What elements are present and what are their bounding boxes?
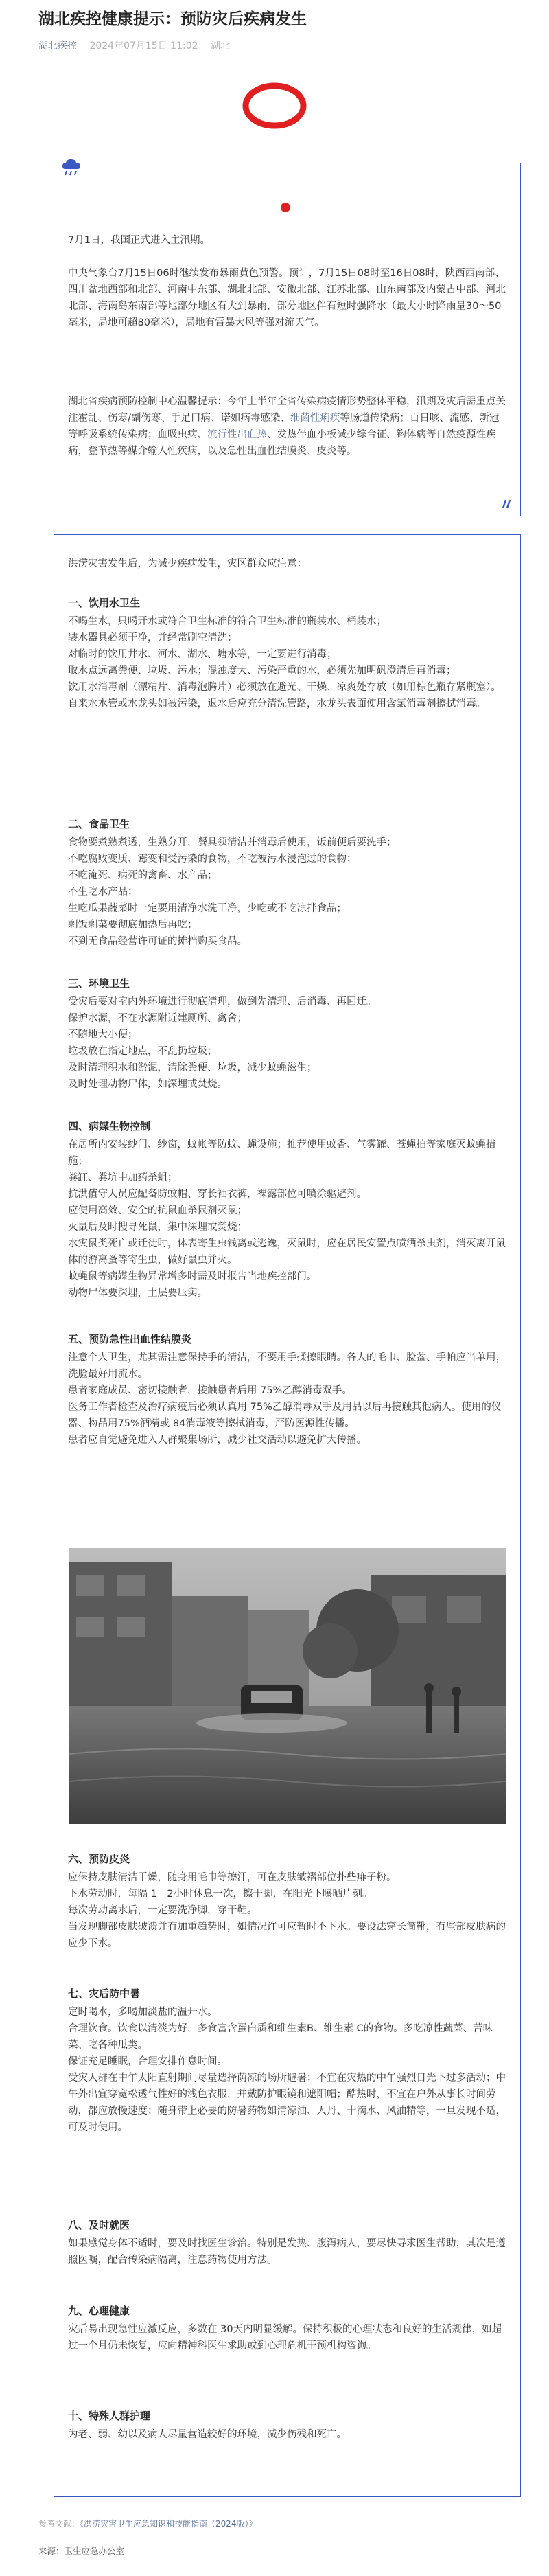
section-line: 保护水源，不在水源附近建厕所、禽舍； — [68, 1013, 247, 1024]
red-dot — [281, 203, 290, 212]
section-line: 动物尸体要深埋，土层要压实。 — [68, 1288, 207, 1299]
section-title: 一、饮用水卫生 — [68, 597, 141, 609]
section-line: 不吃腐败变质、霉变和受污染的食物，不吃被污水浸泡过的食物； — [68, 854, 357, 865]
hemorrhagic-fever-link[interactable]: 流行性出血热 — [207, 429, 267, 440]
section-line: 生吃瓜果蔬菜时一定要用清净水洗干净，少吃或不吃凉拌食品； — [68, 903, 347, 914]
section-body — [68, 1869, 507, 1952]
section-line: 在居所内安装纱门、纱窗，蚊帐等防蚊、蝇设施；推荐使用蚊香、气雾罐、苍蝇拍等家庭灭蚊蝇措施； — [68, 1139, 496, 1167]
section-line: 抗洪值守人员应配备防蚊帽、穿长袖衣裤，裸露部位可喷涂驱避剂。 — [68, 1189, 366, 1200]
section-line: 灭鼠后及时搜寻死鼠，集中深埋或焚烧； — [68, 1222, 247, 1233]
footer-source: 来源：卫生应急办公室 — [38, 2546, 125, 2556]
section-line: 取水点远离粪便、垃圾、污水；混浊度大、污染严重的水，必须先加明矾澄清后再消毒； — [68, 665, 456, 676]
section-title: 十、特殊人群护理 — [68, 2410, 151, 2422]
section-title: 六、预防皮炎 — [68, 1853, 130, 1865]
flood-photo-illustration — [69, 1548, 506, 1824]
section-line: 应保持皮肤清洁干燥，随身用毛巾等擦汗，可在皮肤皱褶部位扑些痱子粉。 — [68, 1872, 397, 1883]
slash-mark-icon — [500, 499, 512, 509]
section-body — [68, 613, 507, 712]
section-title: 七、灾后防中暑 — [68, 1987, 141, 2000]
article-meta — [38, 38, 230, 52]
section-title: 四、病媒生物控制 — [68, 1120, 151, 1132]
intro-text: 、发热伴血小板减少综合征、钩体病等自然疫源性疾病，登革热等媒介输入性疾病，以及急性出血性结膜炎、皮炎等。 — [68, 429, 496, 457]
notice-box — [54, 534, 521, 2497]
references-text: 《洪涝灾害卫生应急知识和技能指南（2024版）》 — [80, 2519, 257, 2529]
publish-location: 湖北 — [210, 41, 230, 52]
section-line: 自来水水管或水龙头如被污染，退水后应充分清洗管路，水龙头表面使用含氯消毒剂擦拭消毒。 — [68, 698, 486, 709]
section-line: 灾后易出现急性应激反应，多数在 30天内明显缓解。保持积极的心理状态和良好的生活规律，如超过一个月仍未恢复，应向精神科医生求助或到心理危机干预机构咨询。 — [68, 2324, 502, 2351]
section-line: 食物要煮熟煮透，生熟分开，餐具须清洁并消毒后使用，饭前便后要洗手； — [68, 837, 397, 848]
intro-box — [54, 163, 521, 516]
section-title: 五、预防急性出血性结膜炎 — [68, 1333, 192, 1345]
section-line: 患者家庭成员、密切接触者，接触患者后用 75%乙醇消毒双手。 — [68, 1385, 352, 1396]
section-title: 二、食品卫生 — [68, 818, 130, 830]
section-title: 三、环境卫生 — [68, 977, 130, 990]
intro-paragraph-2: 中央气象台7月15日06时继续发布暴雨黄色预警。预计，7月15日08时至16日08时，陕西西南部、四川盆地西部和北部、河南中东部、湖北北部、安徽北部、江苏北部、山东南部及内蒙古中部、河北北部、海南岛东南部等地部分地区有大到暴雨，部分地区伴有短时强降水（最大小时降雨量30～50毫米，局地可超80毫米），局地有雷暴大风等强对流天气。 — [68, 268, 506, 328]
section-line: 受灾人群在中午太阳直射期间尽量选择荫凉的场所避暑；不宜在灾热的中午强烈日光下过多活动；中午外出宜穿宽松透气性好的浅色衣服，并戴防护眼镜和遮阳帽；酷热时，不宜在户外从事长时间劳动，都应放慢速度；随身带上必要的防暑药物如清凉油、人丹、十滴水、风油精等，一旦发现不适，可及时使用。 — [68, 2073, 506, 2133]
account-link[interactable]: 湖北疾控 — [38, 41, 77, 52]
section-line: 每次劳动离水后，一定要洗净脚，穿干鞋。 — [68, 1905, 257, 1916]
section-line: 为老、弱、幼以及病人尽量营造较好的环境，减少伤残和死亡。 — [68, 2429, 347, 2440]
section-body — [68, 2426, 507, 2443]
publish-date: 2024年07月15日 11:02 — [89, 41, 198, 52]
flood-street-photo — [69, 1548, 506, 1824]
section-line: 定时喝水，多喝加淡盐的温开水。 — [68, 2007, 218, 2018]
section-line: 当发现脚部皮肤破溃并有加重趋势时，如情况许可应暂时不下水。要设法穿长筒靴，有些部皮肤病的应少下水。 — [68, 1922, 506, 1949]
section-line: 饮用水消毒剂（漂精片、消毒泡腾片）必须放在避光、干燥、凉爽处存放（如用棕色瓶存紧瓶塞）。 — [68, 682, 501, 693]
section-line: 医务工作者检查及治疗病疫后必须认真用 75%乙醇消毒双手及用品以后再接触其他病人。使用的仪器、物品用75%酒精或 84消毒液等擦拭消毒，严防医源性传播。 — [68, 1402, 502, 1429]
section-line: 垃圾放在指定地点，不乱扔垃圾； — [68, 1046, 218, 1057]
section-body — [68, 994, 507, 1093]
section-line: 下水劳动时，每隔 1－2小时休息一次，擦干脚，在阳光下曝晒片刻。 — [68, 1889, 373, 1900]
section-body — [68, 834, 507, 950]
section-line: 不随地大小便； — [68, 1029, 138, 1040]
section-body — [68, 2235, 507, 2268]
section-line: 不喝生水，只喝开水或符合卫生标准的符合卫生标准的瓶装水、桶装水； — [68, 616, 386, 627]
section-line: 如果感觉身体不适时，要及时找医生诊治。特别是发热、腹泻病人，要尽快寻求医生帮助，其次是遵照医嘱，配合传染病隔离，注意药物使用方法。 — [68, 2238, 506, 2266]
notice-lead: 洪涝灾害发生后，为减少疾病发生，灾区群众应注意： — [68, 558, 307, 569]
section-line: 患者应自觉避免进入人群聚集场所，减少社交活动以避免扩大传播。 — [68, 1435, 366, 1446]
intro-paragraph-3 — [68, 394, 507, 459]
section-line: 及时清理积水和淤泥，清除粪便、垃圾，减少蚊蝇滋生； — [68, 1062, 317, 1073]
section-line: 不生吃水产品； — [68, 887, 138, 898]
dysentery-link[interactable]: 细菌性痢疾 — [290, 413, 340, 424]
rain-cloud-icon — [60, 154, 83, 179]
section-line: 不到无食品经营许可证的摊档购买食品。 — [68, 936, 247, 947]
section-line: 水灾鼠类死亡或迁徙时，体表寄生虫钱离或逃逸，灭鼠时，应在居民安置点喷洒杀虫剂，消灭离开鼠体的游离蚤等寄生虫，做好鼠虫并灭。 — [68, 1238, 506, 1266]
section-line: 蚊蝇鼠等病媒生物异常增多时需及时报告当地疾控部门。 — [68, 1271, 317, 1282]
section-body — [68, 2321, 507, 2354]
section-line: 不吃淹死、病死的禽畜、水产品； — [68, 870, 218, 881]
section-line: 粪缸、粪坑中加药杀蛆； — [68, 1172, 178, 1183]
section-line: 合理饮食。饮食以清淡为好，多食富含蛋白质和维生素B、维生素 C的食物。多吃凉性蔬菜、苦味菜、吃各种瓜类。 — [68, 2023, 493, 2051]
section-line: 保证充足睡眠，合理安排作息时间。 — [68, 2056, 227, 2067]
section-body — [68, 1349, 507, 1448]
section-body — [68, 1137, 507, 1301]
article-title: 湖北疾控健康提示：预防灾后疾病发生 — [38, 10, 307, 28]
loading-ring-icon — [242, 81, 307, 130]
section-title: 八、及时就医 — [68, 2219, 130, 2231]
section-body — [68, 2004, 507, 2136]
section-line: 剩饭剩菜要彻底加热后再吃； — [68, 920, 198, 931]
section-title: 九、心理健康 — [68, 2305, 130, 2317]
intro-text: 等肠道传染病；百日咳、流感、新冠等呼吸系统传染病；血吸虫病、 — [68, 413, 500, 440]
section-line: 对临时的饮用井水、河水、湖水、塘水等，一定要进行消毒； — [68, 649, 337, 660]
intro-paragraph-1: 7月1日，我国正式进入主汛期。 — [68, 235, 210, 246]
section-line: 应使用高效、安全的抗鼠血杀鼠剂灭鼠； — [68, 1205, 247, 1216]
intro-text: 湖北省疾病预防控制中心温馨提示：今年上半年全省传染病疫情形势整体平稳，汛期及灾后需重点关注霍乱、伤寒/副伤寒、手足口病、诺如病毒感染、 — [68, 396, 506, 424]
references-label: 参考文献： — [38, 2519, 80, 2529]
section-line: 及时处理动物尸体，如深埋或焚烧。 — [68, 1079, 227, 1090]
section-line: 受灾后要对室内外环境进行彻底清理，做到先清理、后消毒、再回迁。 — [68, 996, 377, 1007]
section-line: 装水器具必须干净，并经常刷空清洗； — [68, 632, 237, 643]
section-line: 注意个人卫生，尤其需注意保持手的清洁，不要用手揉擦眼睛。各人的毛巾、脸盆、手帕应当单用，洗脸最好用流水。 — [68, 1352, 506, 1380]
references — [38, 2517, 257, 2531]
